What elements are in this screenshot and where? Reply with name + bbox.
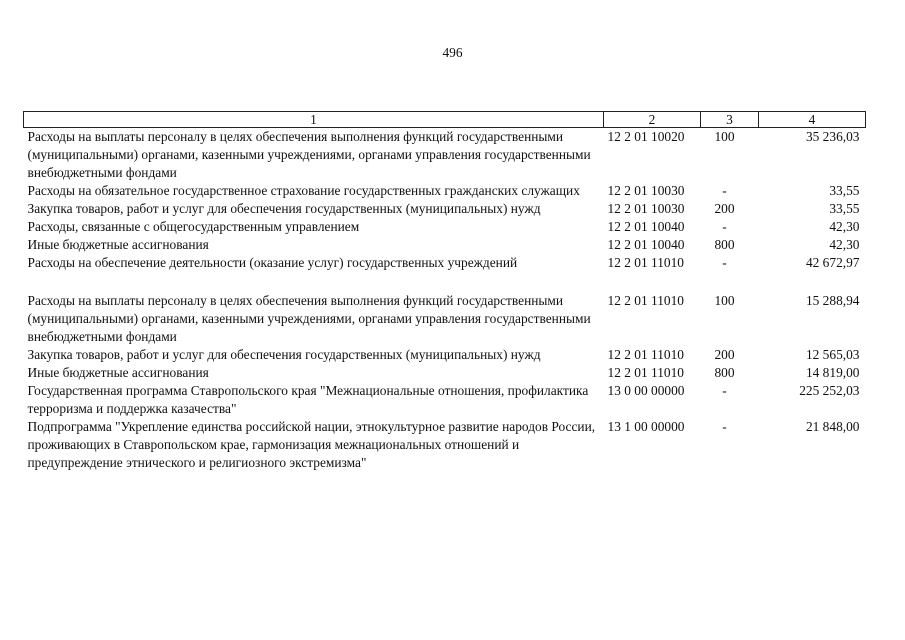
column-header-1: 1 <box>24 112 604 128</box>
table-body <box>24 128 866 473</box>
row-amount: 21 848,00 <box>805 419 860 434</box>
row-name: Расходы на выплаты персоналу в целях обеспечения выполнения функций государственными (муниципальными) органами, казенными учреждениями, органами управления государственными внебюджетными фондами <box>27 293 591 344</box>
row-amount: 35 236,03 <box>805 129 860 144</box>
row-type: 200 <box>714 201 735 216</box>
column-header-3: 3 <box>701 112 759 128</box>
row-name: Расходы на обеспечение деятельности (оказание услуг) государственных учреждений <box>27 255 518 270</box>
table-row <box>24 418 866 472</box>
row-amount: 42,30 <box>829 219 860 234</box>
table-row <box>24 346 866 364</box>
row-code: 12 2 01 10030 <box>607 201 685 216</box>
row-amount: 42 672,97 <box>805 255 860 270</box>
column-header-2: 2 <box>604 112 701 128</box>
row-spacer <box>24 272 866 292</box>
row-code: 13 1 00 00000 <box>607 419 685 434</box>
row-type: 800 <box>714 365 735 380</box>
row-code: 12 2 01 10030 <box>607 183 685 198</box>
row-name: Расходы, связанные с общегосударственным управлением <box>27 219 360 234</box>
row-amount: 14 819,00 <box>805 365 860 380</box>
row-type: - <box>722 219 727 234</box>
table-row <box>24 382 866 418</box>
row-name: Подпрограмма "Укрепление единства российской нации, этнокультурное развитие народов России, проживающих в Ставропольском крае, гармонизация межнациональных отношений и предупреждение этнического и религиозного экстремизма" <box>27 419 596 470</box>
table-row <box>24 364 866 382</box>
row-name: Иные бюджетные ассигнования <box>27 365 209 380</box>
row-type: 800 <box>714 237 735 252</box>
row-code: 13 0 00 00000 <box>607 383 685 398</box>
row-amount: 15 288,94 <box>805 293 860 308</box>
row-code: 12 2 01 10040 <box>607 219 685 234</box>
row-name: Расходы на выплаты персоналу в целях обеспечения выполнения функций государственными (муниципальными) органами, казенными учреждениями, органами управления государственными внебюджетными фондами <box>27 129 591 180</box>
row-code: 12 2 01 10020 <box>607 129 685 144</box>
row-name: Иные бюджетные ассигнования <box>27 237 209 252</box>
row-type: - <box>722 383 727 398</box>
budget-table <box>23 111 866 472</box>
table-row <box>24 292 866 346</box>
page-number: 496 <box>442 45 463 60</box>
row-name: Государственная программа Ставропольского края "Межнациональные отношения, профилактика терроризма и поддержка казачества" <box>27 383 589 416</box>
row-code: 12 2 01 11010 <box>607 365 684 380</box>
row-amount: 33,55 <box>829 183 860 198</box>
table-header <box>24 112 866 128</box>
row-type: 200 <box>714 347 735 362</box>
row-amount: 33,55 <box>829 201 860 216</box>
row-type: 100 <box>714 293 735 308</box>
table-row <box>24 200 866 218</box>
row-name: Расходы на обязательное государственное страхование государственных гражданских служащих <box>27 183 580 198</box>
table-row <box>24 236 866 254</box>
row-code: 12 2 01 10040 <box>607 237 685 252</box>
row-code: 12 2 01 11010 <box>607 347 684 362</box>
row-amount: 12 565,03 <box>805 347 860 362</box>
row-name: Закупка товаров, работ и услуг для обеспечения государственных (муниципальных) нужд <box>27 347 541 362</box>
row-type: - <box>722 255 727 270</box>
table-row <box>24 128 866 183</box>
table-row <box>24 254 866 272</box>
row-amount: 225 252,03 <box>799 383 860 398</box>
row-type: 100 <box>714 129 735 144</box>
row-code: 12 2 01 11010 <box>607 255 684 270</box>
row-amount: 42,30 <box>829 237 860 252</box>
table-row <box>24 182 866 200</box>
row-name: Закупка товаров, работ и услуг для обеспечения государственных (муниципальных) нужд <box>27 201 541 216</box>
row-type: - <box>722 183 727 198</box>
table-row <box>24 218 866 236</box>
column-header-4: 4 <box>759 112 866 128</box>
row-type: - <box>722 419 727 434</box>
row-code: 12 2 01 11010 <box>607 293 684 308</box>
